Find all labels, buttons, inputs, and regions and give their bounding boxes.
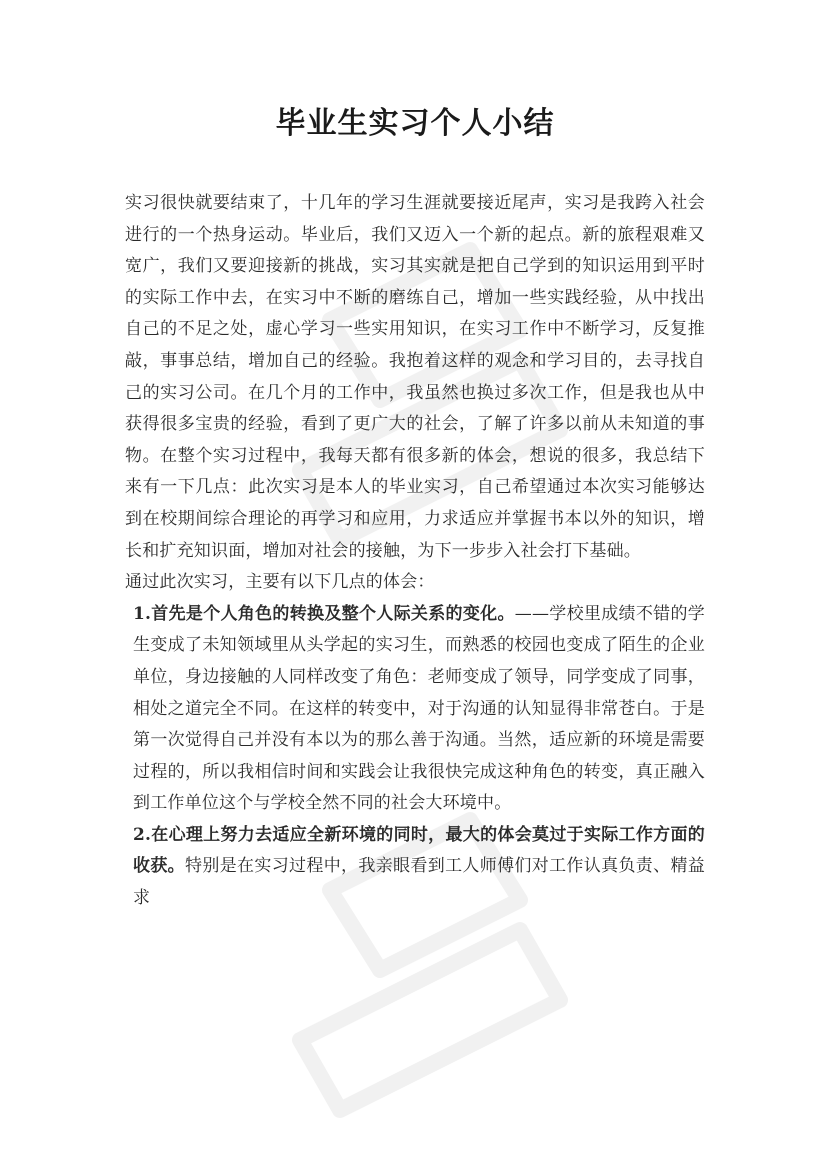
point-2 xyxy=(125,820,705,915)
paragraph-intro: 实习很快就要结束了，十几年的学习生涯就要接近尾声，实习是我跨入社会进行的一个热身运动。毕业后，我们又迈入一个新的起点。新的旅程艰难又宽广，我们又要迎接新的挑战，实习其实就是把自己学到的知识运用到平时的实际工作中去，在实习中不断的磨练自己，增加一些实践经验，从中找出自己的不足之处，虚心学习一些实用知识，在实习工作中不断学习，反复推敲，事事总结，增加自己的经验。我抱着这样的观念和学习目的，去寻找自己的实习公司。在几个月的工作中，我虽然也换过多次工作，但是我也从中获得很多宝贵的经验，看到了更广大的社会，了解了许多以前从未知道的事物。在整个实习过程中，我每天都有很多新的体会，想说的很多，我总结下来有一下几点：此次实习是本人的毕业实习，自己希望通过本次实习能够达到在校期间综合理论的再学习和应用，力求适应并掌握书本以外的知识，增长和扩充知识面，增加对社会的接触，为下一步步入社会打下基础。 xyxy=(125,193,705,561)
document-body xyxy=(125,188,705,915)
point-1-text: ——学校里成绩不错的学生变成了未知领域里从头学起的实习生，而熟悉的校园也变成了陌生的企业单位，身边接触的人同样改变了角色：老师变成了领导，同学变成了同事，相处之道完全不同。在这样的转变中，对于沟通的认知显得非常苍白。于是第一次觉得自己并没有本以为的那么善于沟通。当然，适应新的环境是需要过程的，所以我相信时间和实践会让我很快完成这种角色的转变，真正融入到工作单位这个与学校全然不同的社会大环境中。 xyxy=(133,603,705,814)
point-1 xyxy=(125,599,705,820)
point-2-heading: 2.在心理上努力去适应全新环境的同时，最大的体会莫过于实际工作方面的收获。 xyxy=(133,824,705,877)
point-2-text: 特别是在实习过程中，我亲眼看到工人师傅们对工作认真负责、精益求 xyxy=(133,856,705,909)
points-intro: 通过此次实习，主要有以下几点的体会： xyxy=(125,572,435,593)
page-title: 毕业生实习个人小结 xyxy=(275,106,555,141)
point-1-heading: 1.首先是个人角色的转换及整个人际关系的变化。 xyxy=(133,603,515,624)
